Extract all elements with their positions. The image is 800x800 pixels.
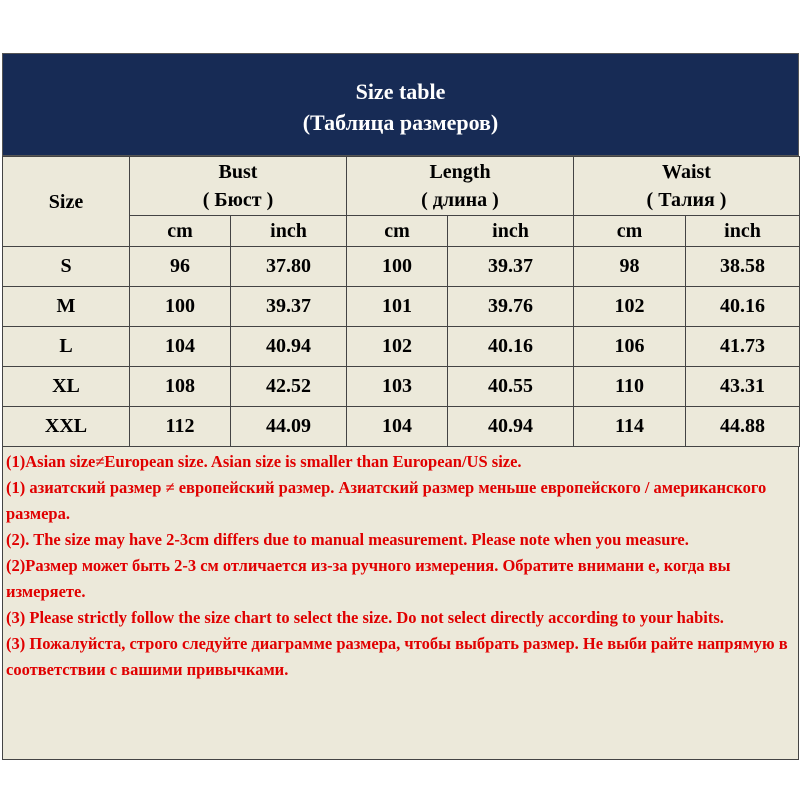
unit-cm: cm [347,216,448,247]
bust-sublabel: ( Бюст ) [202,189,274,211]
note-2-en: (2). The size may have 2-3cm differs due to manual measurement. Please note when you measure. [6,530,689,549]
waist-inch-cell: 44.88 [686,407,800,447]
length-header [347,157,574,216]
waist-label: Waist [662,161,711,183]
size-header: Size [3,157,130,247]
bust-cm-cell: 108 [130,367,231,407]
length-sublabel: ( длина ) [421,189,499,211]
length-cm-cell: 103 [347,367,448,407]
bust-cm-cell: 104 [130,327,231,367]
table-row [3,327,800,367]
size-cell: L [3,327,130,367]
size-cell: XL [3,367,130,407]
bust-inch-cell: 44.09 [231,407,347,447]
table-row [3,287,800,327]
table-header [2,53,799,156]
length-cm-cell: 100 [347,247,448,287]
unit-inch: inch [231,216,347,247]
length-inch-cell: 39.76 [448,287,574,327]
size-cell: M [3,287,130,327]
waist-inch-cell: 43.31 [686,367,800,407]
waist-cm-cell: 110 [574,367,686,407]
waist-cm-cell: 98 [574,247,686,287]
waist-inch-cell: 38.58 [686,247,800,287]
table-row [3,407,800,447]
bust-cm-cell: 112 [130,407,231,447]
note-3-en: (3) Please strictly follow the size chart to select the size. Do not select directly according to your habits. [6,608,724,627]
bust-cm-cell: 100 [130,287,231,327]
length-label: Length [429,161,491,183]
length-inch-cell: 40.55 [448,367,574,407]
waist-sublabel: ( Талия ) [646,189,727,211]
note-2-ru: (2)Размер может быть 2-3 см отличается из-за ручного измерения. Обратите внимани е, когда вы измеряете. [6,556,731,601]
waist-inch-cell: 41.73 [686,327,800,367]
bust-inch-cell: 39.37 [231,287,347,327]
bust-header [130,157,347,216]
title-line-2: (Таблица размеров) [302,110,499,135]
length-inch-cell: 40.94 [448,407,574,447]
size-table [2,156,800,447]
header-row [3,157,800,216]
waist-cm-cell: 102 [574,287,686,327]
table-row [3,247,800,287]
length-inch-cell: 39.37 [448,247,574,287]
bust-label: Bust [218,161,258,183]
length-cm-cell: 101 [347,287,448,327]
size-cell: XXL [3,407,130,447]
bust-inch-cell: 37.80 [231,247,347,287]
length-cm-cell: 102 [347,327,448,367]
notes-box [2,447,799,760]
unit-inch: inch [686,216,800,247]
waist-inch-cell: 40.16 [686,287,800,327]
table-row [3,367,800,407]
length-inch-cell: 40.16 [448,327,574,367]
size-table-card [2,53,799,760]
waist-cm-cell: 114 [574,407,686,447]
bust-inch-cell: 42.52 [231,367,347,407]
unit-cm: cm [130,216,231,247]
note-1-ru: (1) азиатский размер ≠ европейский размер. Азиатский размер меньше европейского / американского размера. [6,478,767,523]
title-line-1: Size table [355,79,446,104]
bust-inch-cell: 40.94 [231,327,347,367]
bust-cm-cell: 96 [130,247,231,287]
unit-cm: cm [574,216,686,247]
size-cell: S [3,247,130,287]
length-cm-cell: 104 [347,407,448,447]
note-3-ru: (3) Пожалуйста, строго следуйте диаграмме размера, чтобы выбрать размер. Не выби райте напрямую в соответствии с вашими привычками. [6,634,788,679]
waist-header [574,157,800,216]
waist-cm-cell: 106 [574,327,686,367]
unit-inch: inch [448,216,574,247]
note-1-en: (1)Asian size≠European size. Asian size is smaller than European/US size. [6,452,522,471]
